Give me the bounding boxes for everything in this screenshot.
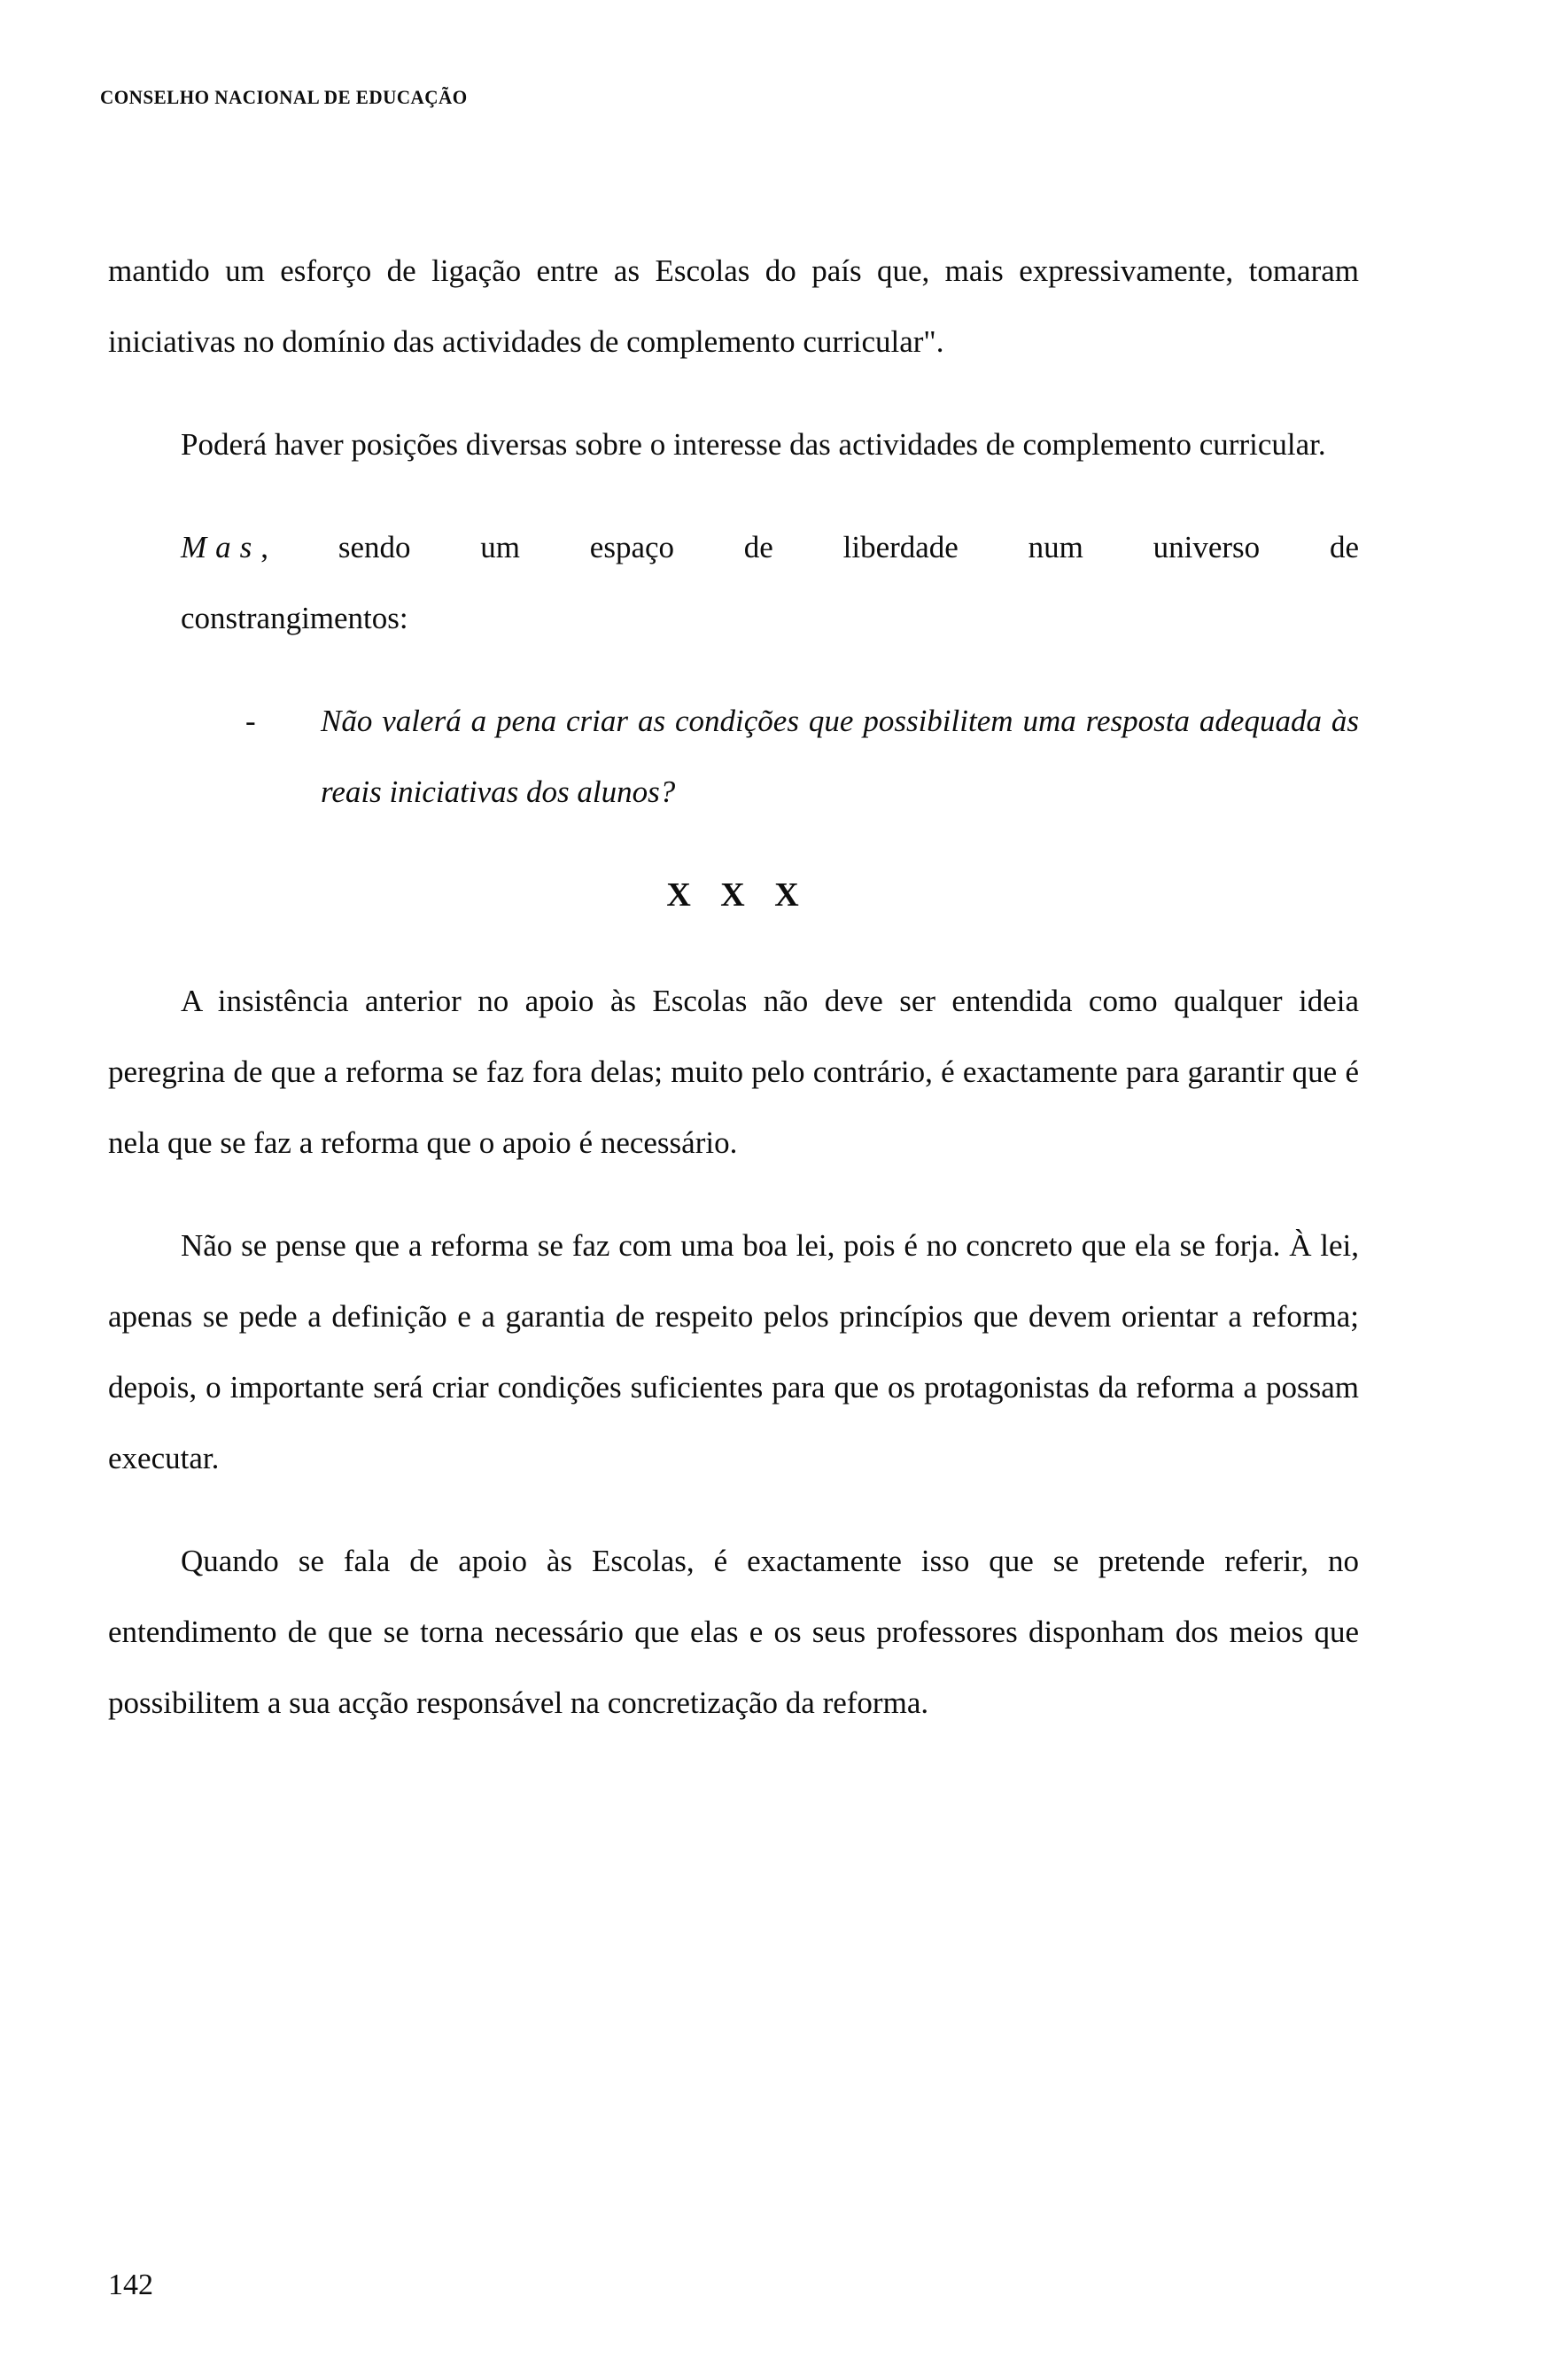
paragraph-mas-line1	[181, 512, 1359, 583]
paragraph-mas	[181, 512, 1359, 654]
paragraph-insistencia: A insistência anterior no apoio às Escolas não deve ser entendida como qualquer ideia peregrina de que a reforma se faz fora delas; muito pelo contrário, é exactamente para garantir que é nela que se faz a reforma que o apoio é necessário.	[108, 984, 1359, 1160]
paragraph-mas-rest: , sendo um espaço de liberdade num universo de	[260, 530, 1359, 564]
page-header: CONSELHO NACIONAL DE EDUCAÇÃO	[100, 86, 468, 108]
paragraph-mas-lead: Mas	[181, 530, 261, 564]
document-body	[108, 236, 1359, 1771]
page-number: 142	[108, 2269, 153, 2301]
paragraph-nao-se-pense: Não se pense que a reforma se faz com uma boa lei, pois é no concreto que ela se forja. À lei, apenas se pede a definição e a garantia de respeito pelos princípios que devem orientar a reforma; depois, o importante será criar condições suficientes para que os protagonistas da reforma a possam executar.	[108, 1228, 1359, 1475]
paragraph-quando-se-fala: Quando se fala de apoio às Escolas, é exactamente isso que se pretende referir, no entendimento de que se torna necessário que elas e os seus professores disponham dos meios que possibilitem a sua acção responsável na concretização da reforma.	[108, 1544, 1359, 1720]
bullet-dash: -	[245, 704, 256, 738]
paragraph-continuation: mantido um esforço de ligação entre as Escolas do país que, mais expressivamente, tomaram iniciativas no domínio das actividades de complemento curricular".	[108, 253, 1359, 359]
section-separator: X X X	[666, 876, 801, 914]
paragraph-podera: Poderá haver posições diversas sobre o interesse das actividades de complemento curricular.	[181, 427, 1326, 462]
bullet-text: Não valerá a pena criar as condições que possibilitem uma resposta adequada às reais iniciativas dos alunos?	[321, 704, 1359, 809]
bullet-item	[245, 686, 1359, 828]
paragraph-mas-line2: constrangimentos:	[181, 601, 408, 635]
